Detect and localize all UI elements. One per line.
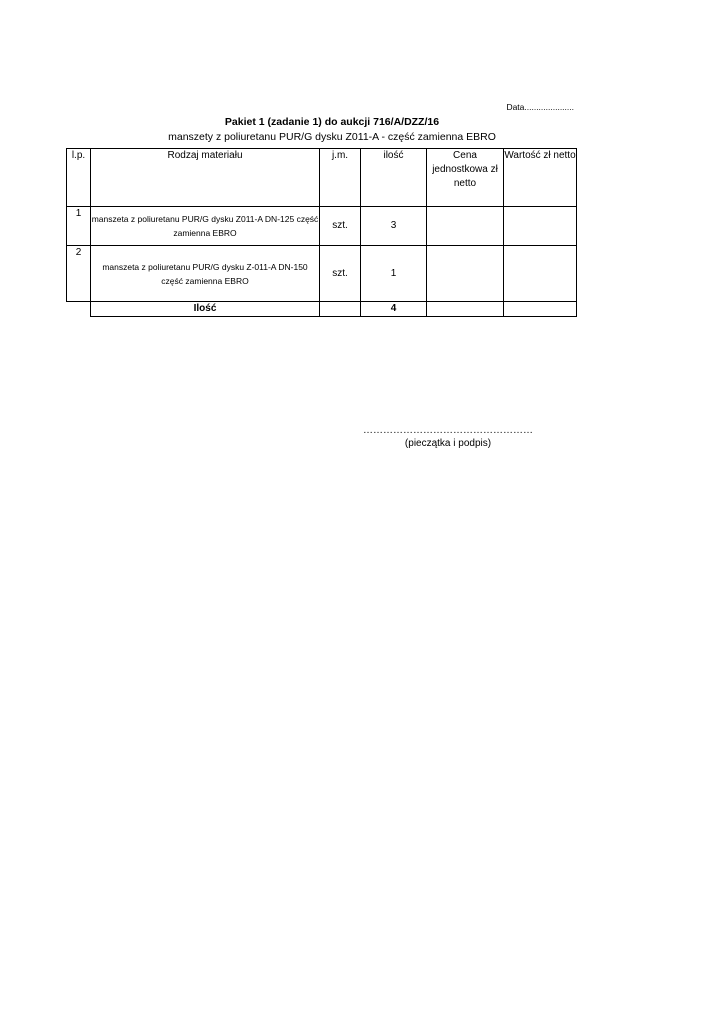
row-value [504,246,577,302]
column-header-lp: l.p. [67,149,91,207]
row-unit: szt. [320,207,361,246]
row-lp: 1 [67,207,91,246]
total-qty: 4 [361,302,427,317]
row-qty: 1 [361,246,427,302]
row-unit: szt. [320,246,361,302]
column-header-qty: ilość [361,149,427,207]
column-header-value: Wartość zł netto [504,149,577,207]
row-value [504,207,577,246]
table-row [67,246,577,302]
row-lp: 2 [67,246,91,302]
table-header-row [67,149,577,207]
row-price [427,246,504,302]
date-field: Data..................... [506,102,574,112]
total-unit [320,302,361,317]
total-row [67,302,577,317]
column-header-unit: j.m. [320,149,361,207]
row-qty: 3 [361,207,427,246]
table-row [67,207,577,246]
materials-table [66,148,577,317]
row-material: manszeta z poliuretanu PUR/G dysku Z-011-A DN-150 część zamienna EBRO [91,246,320,302]
row-material: manszeta z poliuretanu PUR/G dysku Z011-A DN-125 część zamienna EBRO [91,207,320,246]
signature-line: …………………………………………… [363,425,533,436]
signature-label: (pieczątka i podpis) [404,438,492,449]
total-value [504,302,577,317]
row-price [427,207,504,246]
document-title: Pakiet 1 (zadanie 1) do aukcji 716/A/DZZ/16 [224,116,440,128]
total-price [427,302,504,317]
document-subtitle: manszety z poliuretanu PUR/G dysku Z011-A - część zamienna EBRO [168,131,496,143]
total-label: Ilość [91,302,320,317]
total-spacer [67,302,91,317]
column-header-price: Cena jednostkowa zł netto [427,149,504,207]
column-header-material: Rodzaj materiału [91,149,320,207]
